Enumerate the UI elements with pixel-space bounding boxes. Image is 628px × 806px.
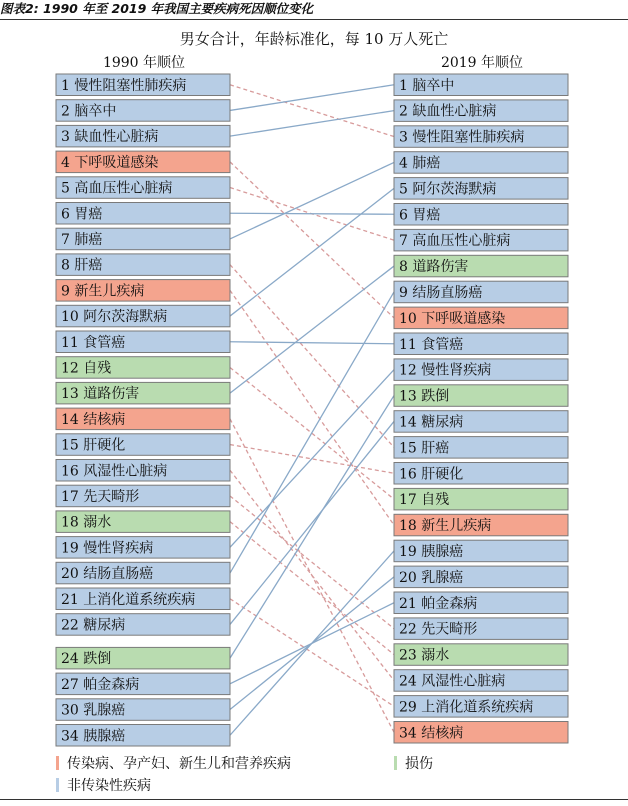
right-rank-label: 1 脑卒中 xyxy=(399,77,455,94)
legend-label-injury: 损伤 xyxy=(405,756,433,772)
legend-swatch-ncd xyxy=(56,778,59,792)
right-rank-item xyxy=(394,437,568,459)
right-rank-label: 23 溺水 xyxy=(399,647,450,664)
connector-line xyxy=(230,266,394,393)
connector-line xyxy=(230,522,394,655)
right-rank-label: 20 乳腺癌 xyxy=(399,569,464,586)
left-rank-label: 30 乳腺癌 xyxy=(61,702,126,719)
connector-line xyxy=(230,213,394,214)
left-rank-label: 10 阿尔茨海默病 xyxy=(61,309,168,326)
bottom-rule xyxy=(0,799,628,800)
right-rank-item xyxy=(394,100,568,122)
left-rank-label: 34 胰腺癌 xyxy=(61,728,126,745)
left-rank-label: 21 上消化道系统疾病 xyxy=(61,591,196,608)
right-rank-item xyxy=(394,178,568,200)
connector-line xyxy=(230,162,394,239)
figure-caption: 图表2: 1990 年至 2019 年我国主要疾病死因顺位变化 xyxy=(0,1,314,16)
connector-line xyxy=(230,265,394,448)
right-rank-label: 18 新生儿疾病 xyxy=(399,518,492,535)
left-rank-label: 6 胃癌 xyxy=(61,206,103,223)
left-rank-item xyxy=(56,673,230,695)
connector-line xyxy=(230,85,394,137)
right-rank-item xyxy=(394,463,568,485)
right-rank-item xyxy=(394,644,568,666)
right-rank-label: 3 慢性阻塞性肺疾病 xyxy=(399,129,525,146)
connector-line xyxy=(230,85,394,111)
connector-line xyxy=(230,470,394,680)
right-rank-item xyxy=(394,359,568,381)
connector-line xyxy=(230,342,394,344)
left-rank-item xyxy=(56,254,230,276)
right-rank-item xyxy=(394,204,568,226)
right-rank-item xyxy=(394,566,568,588)
left-rank-item xyxy=(56,382,230,404)
left-rank-item xyxy=(56,562,230,584)
left-rank-item xyxy=(56,305,230,327)
right-rank-item xyxy=(394,514,568,536)
connector-line xyxy=(230,290,394,525)
right-rank-label: 22 先天畸形 xyxy=(399,621,478,638)
connector-line xyxy=(230,370,394,548)
connector-line xyxy=(230,162,394,318)
connector-line xyxy=(230,188,394,316)
left-rank-item xyxy=(56,228,230,250)
left-rank-item xyxy=(56,485,230,507)
left-rank-item xyxy=(56,100,230,122)
right-rank-column xyxy=(394,74,568,743)
right-rank-label: 12 慢性肾疾病 xyxy=(399,362,492,379)
connector-line xyxy=(230,396,394,659)
left-column-header: 1990 年顺位 xyxy=(102,55,186,71)
left-rank-label: 20 结肠直肠癌 xyxy=(61,566,154,583)
connector-line xyxy=(230,551,394,735)
left-rank-label: 14 结核病 xyxy=(61,411,126,428)
left-rank-item xyxy=(56,357,230,379)
left-rank-label: 4 下呼吸道感染 xyxy=(61,154,159,171)
connector-line xyxy=(230,496,394,629)
right-rank-label: 6 胃癌 xyxy=(399,207,441,224)
right-rank-item xyxy=(394,126,568,148)
right-rank-item xyxy=(394,592,568,614)
right-rank-item xyxy=(394,670,568,692)
legend-swatch-injury xyxy=(394,756,397,770)
right-rank-label: 2 缺血性心脏病 xyxy=(399,103,497,120)
right-rank-item xyxy=(394,411,568,433)
chart-title: 男女合计，年龄标准化，每 10 万人死亡 xyxy=(179,30,449,48)
right-rank-item xyxy=(394,722,568,744)
left-rank-column xyxy=(56,74,230,746)
right-rank-label: 29 上消化道系统疾病 xyxy=(399,699,534,716)
left-rank-item xyxy=(56,511,230,533)
legend-item-communicable xyxy=(56,754,291,774)
right-rank-item xyxy=(394,696,568,718)
right-rank-item xyxy=(394,74,568,96)
right-rank-label: 8 道路伤害 xyxy=(399,259,469,276)
legend-item-ncd xyxy=(56,776,151,796)
left-rank-item xyxy=(56,74,230,96)
right-rank-item xyxy=(394,618,568,640)
right-rank-label: 5 阿尔茨海默病 xyxy=(399,181,497,198)
right-rank-item xyxy=(394,333,568,355)
right-rank-label: 19 胰腺癌 xyxy=(399,543,464,560)
left-rank-item xyxy=(56,280,230,302)
left-rank-label: 11 食管癌 xyxy=(61,334,126,351)
right-rank-item xyxy=(394,488,568,510)
left-rank-item xyxy=(56,434,230,456)
left-rank-label: 1 慢性阻塞性肺疾病 xyxy=(61,77,187,94)
left-rank-label: 13 道路伤害 xyxy=(61,386,140,403)
left-rank-item xyxy=(56,614,230,636)
right-rank-label: 15 肝癌 xyxy=(399,440,450,457)
left-rank-item xyxy=(56,331,230,353)
right-rank-label: 4 肺癌 xyxy=(399,155,441,172)
left-rank-label: 15 肝硬化 xyxy=(61,437,126,454)
right-rank-label: 9 结肠直肠癌 xyxy=(399,284,483,301)
left-rank-label: 18 溺水 xyxy=(61,514,112,531)
right-column-header: 2019 年顺位 xyxy=(440,55,524,71)
left-rank-item xyxy=(56,588,230,610)
left-rank-item xyxy=(56,177,230,199)
left-rank-label: 16 风湿性心脏病 xyxy=(61,463,168,480)
right-rank-label: 13 跌倒 xyxy=(399,388,450,405)
left-rank-item xyxy=(56,725,230,747)
right-rank-item xyxy=(394,385,568,407)
legend-swatch-communicable xyxy=(56,756,59,770)
left-rank-label: 19 慢性肾疾病 xyxy=(61,540,154,557)
right-rank-label: 24 风湿性心脏病 xyxy=(399,673,506,690)
left-rank-label: 5 高血压性心脏病 xyxy=(61,180,173,197)
right-rank-label: 7 高血压性心脏病 xyxy=(399,233,511,250)
left-rank-item xyxy=(56,460,230,482)
right-rank-item xyxy=(394,307,568,329)
right-rank-item xyxy=(394,281,568,303)
right-rank-label: 21 帕金森病 xyxy=(399,595,478,612)
right-rank-label: 34 结核病 xyxy=(399,725,464,742)
left-rank-item xyxy=(56,151,230,173)
right-rank-item xyxy=(394,152,568,174)
connector-line xyxy=(230,111,394,136)
right-rank-item xyxy=(394,255,568,276)
left-rank-label: 8 肝癌 xyxy=(61,257,103,274)
legend-label-ncd: 非传染性疾病 xyxy=(67,778,151,794)
left-rank-label: 3 缺血性心脏病 xyxy=(61,129,159,146)
left-rank-label: 12 自残 xyxy=(61,360,112,377)
left-rank-label: 24 跌倒 xyxy=(61,651,112,668)
left-rank-label: 17 先天畸形 xyxy=(61,488,140,505)
left-rank-label: 2 脑卒中 xyxy=(61,103,117,120)
left-rank-item xyxy=(56,125,230,146)
right-rank-label: 17 自残 xyxy=(399,492,450,509)
legend-item-injury xyxy=(394,754,433,774)
left-rank-item xyxy=(56,699,230,721)
left-rank-item xyxy=(56,537,230,559)
legend-label-communicable: 传染病、孕产妇、新生儿和营养疾病 xyxy=(67,756,291,772)
connector-line xyxy=(230,421,394,624)
left-rank-label: 9 新生儿疾病 xyxy=(61,283,145,300)
left-rank-item xyxy=(56,203,230,225)
connector-line xyxy=(230,292,394,573)
right-rank-label: 16 肝硬化 xyxy=(399,466,464,483)
right-rank-label: 10 下呼吸道感染 xyxy=(399,310,506,327)
left-rank-label: 27 帕金森病 xyxy=(61,676,140,693)
left-rank-item xyxy=(56,408,230,430)
right-rank-item xyxy=(394,540,568,562)
connector-lines xyxy=(230,85,394,736)
left-rank-label: 7 肺癌 xyxy=(61,231,103,248)
left-rank-label: 22 糖尿病 xyxy=(61,617,126,634)
left-rank-item xyxy=(56,647,230,669)
right-rank-label: 14 糖尿病 xyxy=(399,414,464,431)
right-rank-label: 11 食管癌 xyxy=(399,336,464,353)
right-rank-item xyxy=(394,229,568,251)
